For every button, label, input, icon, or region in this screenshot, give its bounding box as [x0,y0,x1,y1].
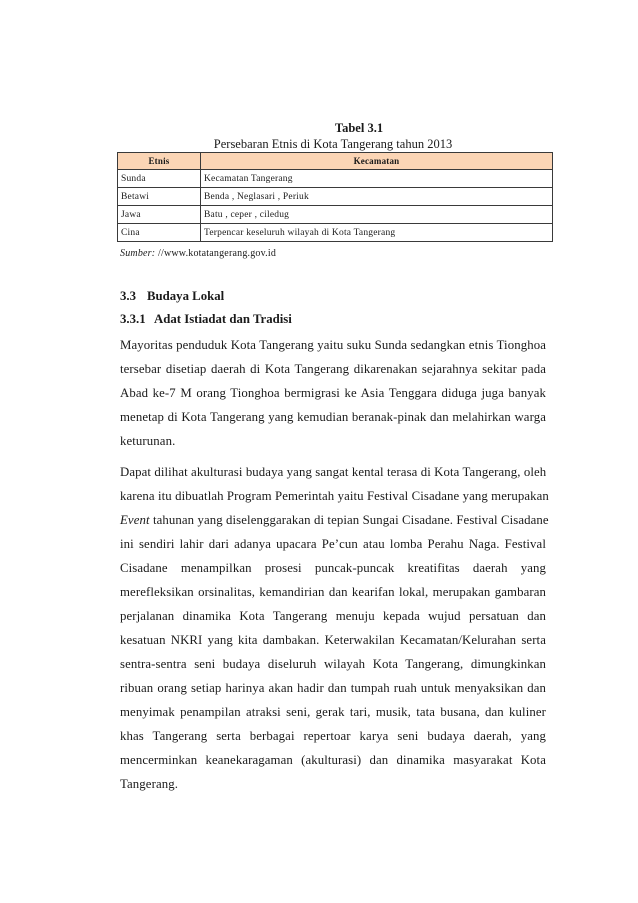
paragraph-1 [120,333,546,453]
header-etnis: Etnis [118,153,201,170]
subsection-title: Adat Istiadat dan Tradisi [154,312,292,326]
subsection-heading [120,312,292,327]
paragraph-line: perjalanan dinamika Kota Tangerang menuju kepada wujud persatuan dan [120,609,546,623]
ethnic-distribution-table [117,152,553,242]
subsection-number: 3.3.1 [120,312,146,326]
paragraph-line: ini sendiri lahir dari adanya upacara Pe’cun atau lomba Perahu Naga. Festival [120,537,546,551]
source-url: //www.kotatangerang.gov.id [158,248,277,259]
table-row [118,224,553,242]
paragraph-line: menetap di Kota Tangerang yang kemudian beranak-pinak dan melahirkan warga [120,410,546,424]
cell-etnis: Jawa [118,206,201,224]
event-italic-word: Event [120,513,150,527]
cell-kecamatan: Kecamatan Tangerang [201,170,553,188]
paragraph-line: mencerminkan keanekaragaman (akulturasi) dan dinamika masyarakat Kota [120,753,546,767]
paragraph-line: merefleksikan orsinalitas, kemandirian dan kearifan lokal, merupakan gambaran [120,585,546,599]
cell-etnis: Betawi [118,188,201,206]
cell-kecamatan: Batu , ceper , ciledug [201,206,553,224]
table-caption-title: Persebaran Etnis di Kota Tangerang tahun 2013 [213,137,453,151]
table-header-row [118,153,553,170]
table-caption-number: Tabel 3.1 [334,121,384,135]
paragraph-line: kesatuan NKRI yang kita dambakan. Keterwakilan Kecamatan/Kelurahan serta [120,633,546,647]
paragraph-line: Mayoritas penduduk Kota Tangerang yaitu suku Sunda sedangkan etnis Tionghoa [120,338,546,352]
section-title: Budaya Lokal [147,289,225,303]
paragraph-line: menyimak penampilan atraksi seni, gerak tari, musik, tata busana, dan kuliner [120,705,546,719]
cell-kecamatan: Terpencar keseluruh wilayah di Kota Tangerang [201,224,553,242]
paragraph-2 [120,460,549,796]
paragraph-line: Tangerang. [120,777,179,791]
paragraph-line: Dapat dilihat akulturasi budaya yang sangat kental terasa di Kota Tangerang, oleh [120,465,547,479]
paragraph-line: sentra-sentra seni budaya diseluruh wilayah Kota Tangerang, dimungkinkan [120,657,546,671]
table-row [118,188,553,206]
table-source [120,248,276,259]
paragraph-line: Cisadane menampilkan prosesi puncak-puncak kreatifitas daerah yang [120,561,546,575]
paragraph-line: Abad ke-7 M orang Tionghoa bermigrasi ke Asia Tenggara diduga juga banyak [120,386,546,400]
paragraph-line-rest: tahunan yang diselenggarakan di tepian Sungai Cisadane. Festival Cisadane [149,513,549,527]
paragraph-line: tersebar disetiap daerah di Kota Tangerang dikarenakan sejarahnya sekitar pada [120,362,546,376]
paragraph-line: karena itu dibuatlah Program Pemerintah yaitu Festival Cisadane yang merupakan [120,489,549,503]
paragraph-line: ribuan orang setiap harinya akan hadir dan tumpah ruah untuk menyaksikan dan [120,681,546,695]
cell-etnis: Sunda [118,170,201,188]
cell-kecamatan: Benda , Neglasari , Periuk [201,188,553,206]
source-label: Sumber: [120,248,156,259]
table-row [118,206,553,224]
paragraph-line [120,508,549,532]
paragraph-line: khas Tangerang serta berbagai repertoar karya seni budaya daerah, yang [120,729,546,743]
table-row [118,170,553,188]
cell-etnis: Cina [118,224,201,242]
header-kecamatan: Kecamatan [201,153,553,170]
section-heading [120,289,224,304]
section-number: 3.3 [120,289,136,303]
paragraph-line: keturunan. [120,434,176,448]
